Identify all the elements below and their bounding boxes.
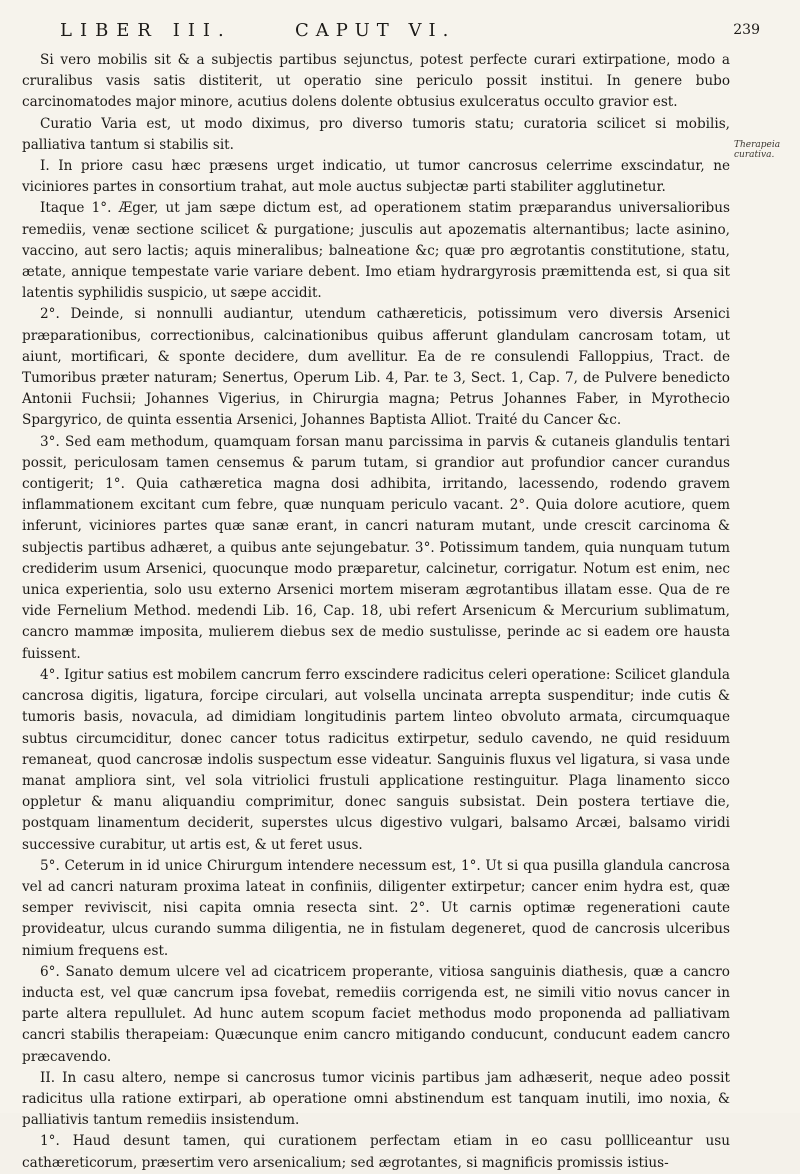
page-body bbox=[22, 50, 730, 1174]
paragraph: Itaque 1°. Æger, ut jam sæpe dictum est, ad operationem statim præparandus universalioribus remediis, venæ sectione scilicet & purgatione; jusculis aut apozematis alternantibus; lacte asinino, vaccino, aut sero lactis; aquis mineralibus; balneatione &c; quæ pro ægrotantis constitutione, statu, ætate, annique tempestate varie variare debent. Imo etiam hydrargyrosis præmittenda est, si qua sit latentis syphilidis suspicio, ut sæpe accidit. bbox=[22, 200, 730, 302]
running-header bbox=[40, 18, 760, 46]
book-label: LIBER III. bbox=[60, 20, 232, 41]
page-number: 239 bbox=[733, 22, 760, 38]
paragraph: Curatio Varia est, ut modo diximus, pro diverso tumoris statu; curatoria scilicet si mobilis, palliativa tantum si stabilis sit. bbox=[22, 115, 730, 153]
paragraph: 3°. Sed eam methodum, quamquam forsan manu parcissima in parvis & cutaneis glandulis tentari possit, periculosam tamen censemus & parum tutam, si grandior aut profundior cancer curandus contigerit; 1°. Quia cathæretica magna dosi adhibita, irritando, lacessendo, rodendo gravem inflammationem excitant cum febre, quæ nunquam periculo vacant. 2°. Quia dolore acutiore, quem inferunt, viciniores partes quæ sanæ erant, in cancri naturam mutant, unde crescit carcinoma & subjectis partibus adhæret, a quibus ante sejungebatur. 3°. Potissimum tandem, quia nunquam tutum crediderim usum Arsenici, quocunque modo præparetur, calcinetur, corrigatur. Notum est enim, nec unica experientia, solo usu externo Arsenici mortem miseram ægrotantibus illatam esse. Qua de re vide Fernelium Method. medendi Lib. 16, Cap. 18, ubi refert Arsenicum & Mercurium sublimatum, cancro mammæ imposita, mulierem diebus sex de medio sustulisse, perinde ac si eadem ore hausta fuissent. bbox=[22, 433, 730, 662]
paragraph: 2°. Deinde, si nonnulli audiantur, utendum cathæreticis, potissimum vero diversis Arsenici præparationibus, correctionibus, calcinationibus quibus afferunt glandulam cancrosam totam, ut aiunt, mortificari, & sponte decidere, dum avellitur. Ea de re consulendi Falloppius, Tract. de Tumoribus præter naturam; Senertus, Operum Lib. 4, Par. te 3, Sect. 1, Cap. 7, de Pulvere benedicto Antonii Fuchsii; Johannes Vigerius, in Chirurgia magna; Petrus Johannes Faber, in Myrothecio Spargyrico, de quinta essentia Arsenici, Johannes Baptista Alliot. Traité du Cancer &c. bbox=[22, 306, 730, 429]
paragraph: 5°. Ceterum in id unice Chirurgum intendere necessum est, 1°. Ut si qua pusilla glandula cancrosa vel ad cancri naturam proxima lateat in confiniis, diligenter extirpetur; cancer enim hydra est, quæ semper reviviscit, nisi capita omnia resecta sint. 2°. Ut carnis optimæ regenerationi caute provideatur, ulcus curando summa diligentia, ne in fistulam degeneret, quod de cancrosis ulceribus nimium frequens est. bbox=[22, 857, 730, 959]
margin-note: Therapeia curativa. bbox=[734, 140, 781, 160]
paragraph: II. In casu altero, nempe si cancrosus tumor vicinis partibus jam adhæserit, neque adeo possit radicitus ulla ratione extirpari, ab operatione omni abstinendum est tanquam inutili, imo noxia, & palliativis tantum remediis insistendum. bbox=[22, 1069, 730, 1129]
paragraph: 1°. Haud desunt tamen, qui curationem perfectam etiam in eo casu pollliceantur usu cathæreticorum, præsertim vero arsenicalium; sed ægrotantes, si magnificis promissis istius- bbox=[22, 1133, 730, 1171]
chapter-label: CAPUT VI. bbox=[295, 20, 456, 41]
paragraph: Si vero mobilis sit & a subjectis partibus sejunctus, potest perfecte curari extirpatione, modo a cruralibus vasis satis distiterit, ut operatio sine periculo possit institui. In genere bubo carcinomatodes major minore, acutius dolens dolente obtusius exulceratus occulto gravior est. bbox=[22, 52, 730, 111]
paragraph: 4°. Igitur satius est mobilem cancrum ferro exscindere radicitus celeri operatione: Scilicet glandula cancrosa digitis, ligatura, forcipe circulari, aut volsella uncinata arrepta suspenditur; inde cutis & tumoris basis, novacula, ad dimidiam longitudinis partem linteo obvoluto armata, circumquaque subtus circumciditur, donec cancer totus radicitus extirpetur, sedulo cavendo, ne quid residuum remaneat, quod cancrosæ indolis suspectum esse videatur. Sanguinis fluxus vel ligatura, si vasa unde manat ampliora sint, vel sola vitriolici frustuli applicatione restinguitur. Plaga linamento sicco oppletur & manu aliquandiu comprimitur, donec sanguis subsistat. Dein postera tertiave die, postquam linamentum deciderit, superstes ulcus digestivo vulgari, balsamo Arcæi, balsamo viridi successive curabitur, ut artis est, & ut feret usus. bbox=[22, 666, 730, 853]
paragraph: 6°. Sanato demum ulcere vel ad cicatricem properante, vitiosa sanguinis diathesis, quæ a cancro inducta est, vel quæ cancrum ipsa fovebat, remediis corrigenda est, ne simili vitio novus cancer in parte altera repullulet. Ad hunc autem scopum faciet methodus modo proponenda ad palliativam cancri stabilis therapeiam: Quæcunque enim cancro mitigando conducunt, conducunt eadem cancro præcavendo. bbox=[22, 963, 730, 1065]
paragraph: I. In priore casu hæc præsens urget indicatio, ut tumor cancrosus celerrime exscindatur, ne viciniores partes in consortium trahat, aut mole auctus subjectæ parti stabiliter agglutinetur. bbox=[22, 158, 730, 196]
